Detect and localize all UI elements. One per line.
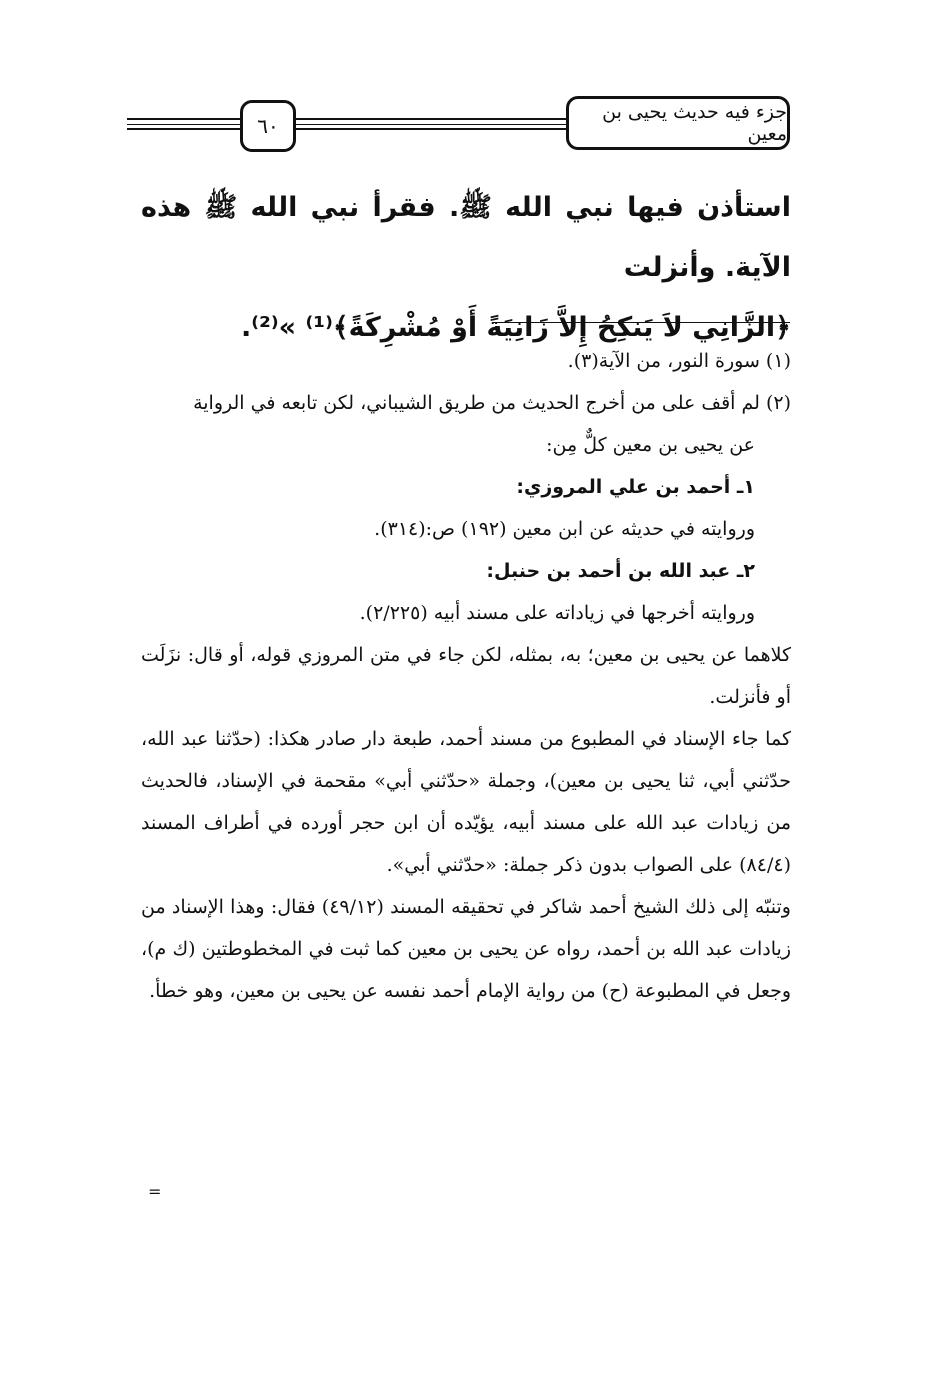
header-rule-bottom [127, 128, 567, 130]
footnotes [141, 340, 791, 1012]
item-2-title: ٢ـ عبد الله بن أحمد بن حنبل: [486, 560, 755, 582]
item-1-text: وروايته في حديثه عن ابن معين (١٩٢) ص:(٣١٤). [374, 518, 755, 540]
paragraph-3: وتنبّه إلى ذلك الشيخ أحمد شاكر في تحقيقه المسند (٤٩/١٢) فقال: وهذا الإسناد من زيادات عبد الله بن أحمد، رواه عن يحيى بن معين كما ثبت في المخطوطتين (ك م)، وجعل في المطبوعة (ح) من رواية الإمام أحمد نفسه عن يحيى بن معين، وهو خطأ. [141, 896, 791, 1002]
page-number: ٦٠ [240, 100, 296, 152]
header-rule-middle [127, 124, 567, 125]
main-line-1: استأذن فيها نبي الله ﷺ. فقرأ نبي الله ﷺ هذه الآية. وأنزلت [141, 192, 791, 283]
footnote-2-line-2: عن يحيى بن معين كلٌّ مِن: [546, 434, 755, 456]
item-2-text: وروايته أخرجها في زياداته على مسند أبيه (٢/٢٢٥). [359, 602, 755, 624]
footnote-1: (١) سورة النور، من الآية(٣). [567, 350, 791, 372]
paragraph-2: كما جاء الإسناد في المطبوع من مسند أحمد، طبعة دار صادر هكذا: (حدّثنا عبد الله، حدّثني أبي، ثنا يحيى بن معين)، وجملة «حدّثني أبي» مقحمة في الإسناد، فالحديث من زيادات عبد الله على مسند أبيه، يؤيّده أن ابن حجر أورده في أطراف المسند (٨٤/٤) على الصواب بدون ذكر جملة: «حدّثني أبي». [141, 728, 791, 876]
running-title: جزء فيه حديث يحيى بن معين [566, 96, 790, 150]
footnote-2-line-1: (٢) لم أقف على من أخرج الحديث من طريق الشيباني، لكن تابعه في الرواية [193, 392, 791, 414]
end-mark: = [148, 1182, 162, 1201]
main-line-2: ﴿الزَّانِي لاَ يَنكِحُ إِلاَّ زَانِيَةً أَوْ مُشْرِكَةً﴾⁽¹⁾ »⁽²⁾. [240, 312, 791, 343]
item-1-title: ١ـ أحمد بن علي المروزي: [516, 476, 755, 498]
header-rule-top [127, 118, 567, 120]
main-text [141, 178, 791, 358]
footnote-separator [492, 322, 790, 323]
paragraph-1: كلاهما عن يحيى بن معين؛ به، بمثله، لكن جاء في متن المروزي قوله، أو قال: نزَلَت أو فأنزلت. [141, 644, 791, 708]
